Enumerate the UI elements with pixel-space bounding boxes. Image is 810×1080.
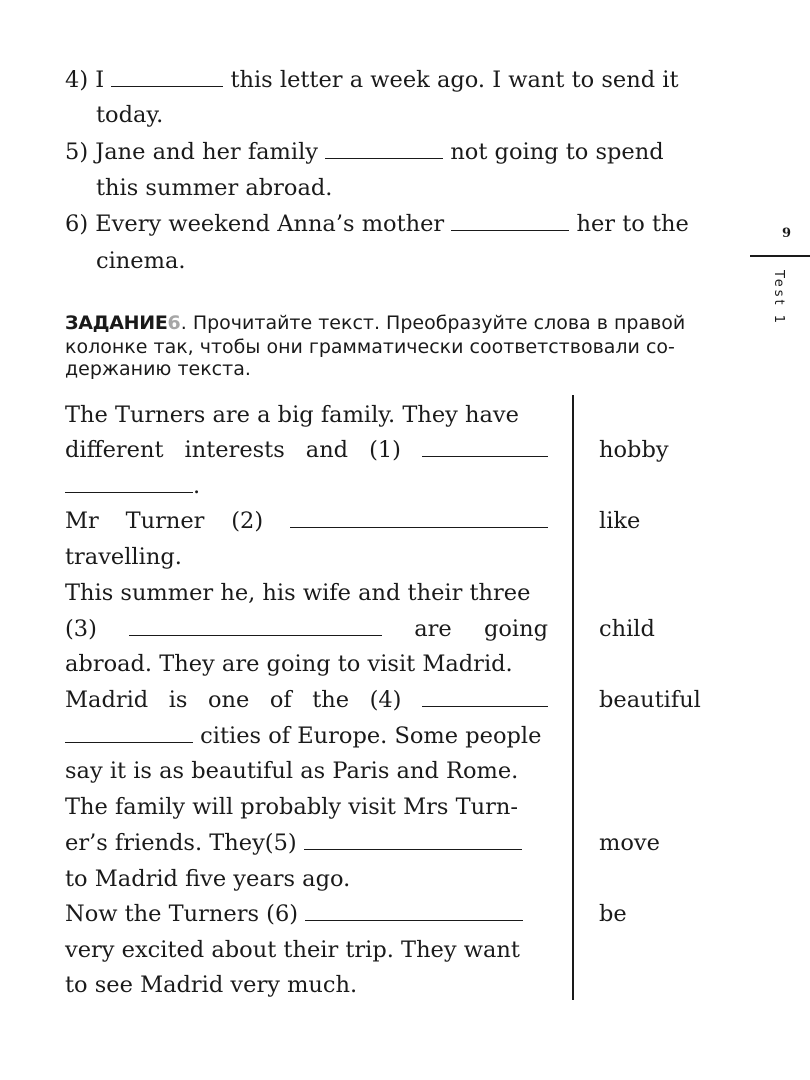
task-instruction: . Прочитайте текст. Преобразуйте слова в правой [180, 312, 686, 334]
item-text: Jane and her family [95, 139, 318, 165]
answer-blank-4[interactable] [422, 682, 548, 707]
item-number: 4) [65, 67, 89, 93]
gap-number: (3) [65, 616, 97, 642]
text-line [65, 825, 522, 861]
base-word-1: hobby [599, 437, 669, 463]
answer-blank-2[interactable] [290, 503, 548, 528]
text-line: travelling. [65, 544, 182, 570]
column-divider [572, 395, 574, 1000]
text-line: say it is as beautiful as Paris and Rome. [65, 758, 519, 784]
base-word-3: child [599, 616, 655, 642]
text-line: to see Madrid very much. [65, 972, 358, 998]
text-line: The family will probably visit Mrs Turn- [65, 794, 518, 820]
task-heading [65, 312, 685, 335]
text: cities of Europe. Some people [200, 723, 542, 749]
text-line: abroad. They are going to visit Madrid. [65, 651, 513, 677]
word: interests [184, 437, 285, 463]
gap-number: (4) [369, 687, 402, 713]
text-line: to Madrid five years ago. [65, 866, 351, 892]
answer-blank-3[interactable] [129, 611, 382, 636]
item-number: 5) [65, 139, 89, 165]
item-4-cont: today. [96, 102, 164, 128]
item-text: Every weekend Anna’s mother [95, 211, 445, 237]
item-text: this letter a week ago. I want to send it [230, 67, 679, 93]
page-number: 9 [782, 226, 792, 241]
answer-blank-6[interactable] [305, 896, 523, 921]
item-6 [65, 206, 689, 242]
item-4 [65, 62, 679, 98]
answer-blank-4-cont[interactable] [65, 718, 193, 743]
margin-rule [750, 255, 810, 257]
task-instruction-line: держанию текста. [65, 358, 251, 380]
text-line [65, 503, 548, 539]
base-word-5: move [599, 830, 660, 856]
item-5-cont: this summer abroad. [96, 175, 333, 201]
answer-blank-1-cont[interactable] [65, 468, 193, 493]
text-line: very excited about their trip. They want [65, 937, 520, 963]
item-5 [65, 134, 664, 170]
gap-number: (1) [369, 437, 401, 463]
word: the [312, 687, 350, 713]
text-line [65, 718, 541, 754]
text-line [65, 611, 548, 647]
word: Madrid [65, 687, 149, 713]
task-title: ЗАДАНИЕ [65, 312, 168, 334]
word: is [168, 687, 188, 713]
text-line [65, 468, 200, 504]
item-text: I [95, 67, 105, 93]
punct: . [193, 473, 201, 499]
item-text: her to the [576, 211, 689, 237]
answer-blank[interactable] [451, 206, 569, 231]
text-line [65, 432, 548, 468]
word: Turner [125, 508, 205, 534]
answer-blank-5[interactable] [304, 825, 522, 850]
item-text: not going to spend [450, 139, 664, 165]
task-number: 6 [167, 312, 181, 334]
gap-number: (6) [266, 901, 299, 927]
word: going [483, 616, 548, 642]
side-label: Test 1 [771, 270, 786, 327]
text: er’s friends. They [65, 830, 265, 856]
base-word-6: be [599, 901, 627, 927]
answer-blank-1[interactable] [422, 432, 548, 457]
item-6-cont: cinema. [96, 248, 186, 274]
text-line [65, 682, 548, 718]
text-line: The Turners are a big family. They have [65, 402, 519, 428]
text: Now the Turners [65, 901, 260, 927]
word: Mr [65, 508, 99, 534]
word: are [414, 616, 452, 642]
task-instruction-line: колонке так, чтобы они грамматически соответствовали со- [65, 336, 675, 358]
answer-blank[interactable] [111, 62, 223, 87]
base-word-2: like [599, 508, 641, 534]
word: one [207, 687, 250, 713]
text-line: This summer he, his wife and their three [65, 580, 531, 606]
answer-blank[interactable] [325, 134, 443, 159]
gap-number: (2) [231, 508, 264, 534]
word: and [305, 437, 349, 463]
word: of [269, 687, 292, 713]
item-number: 6) [65, 211, 89, 237]
base-word-4: beautiful [599, 687, 701, 713]
text-line [65, 896, 523, 932]
gap-number: (5) [264, 830, 297, 856]
word: different [65, 437, 164, 463]
